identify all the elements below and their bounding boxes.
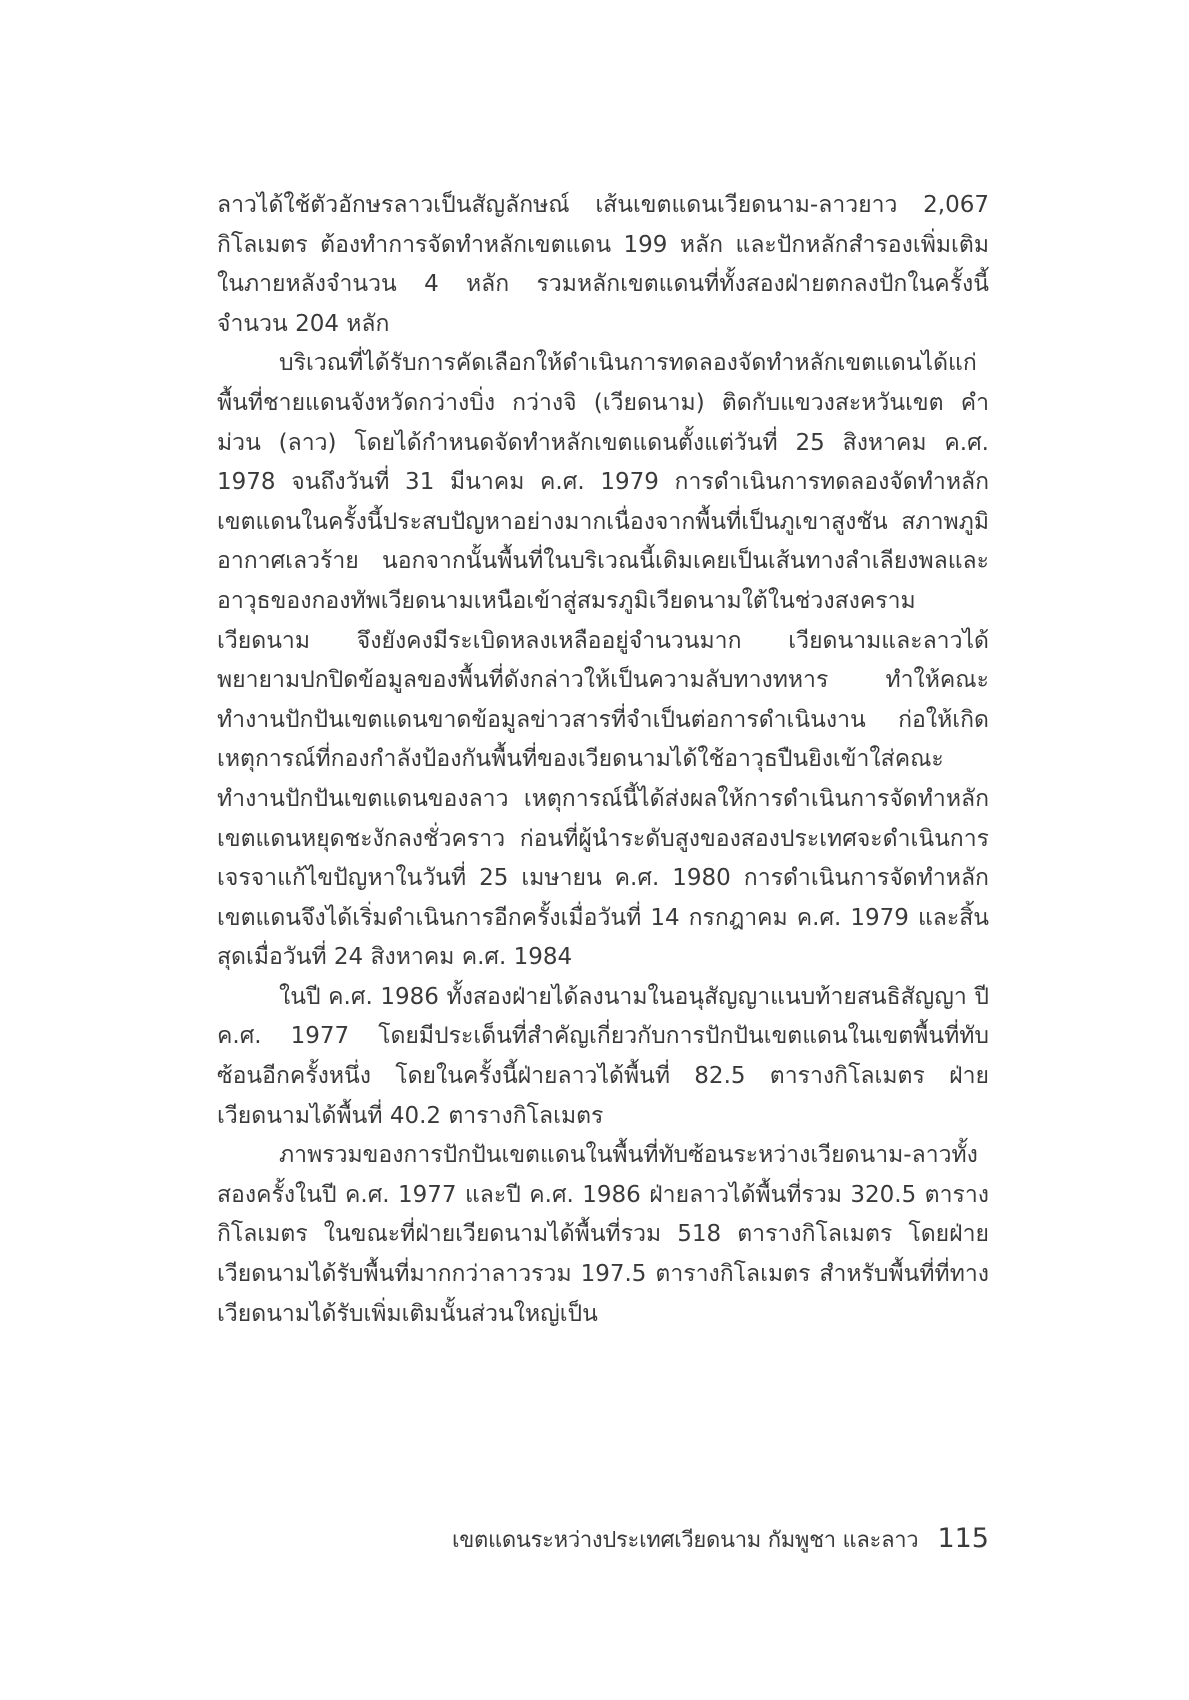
paragraph-1986-convention: ในปี ค.ศ. 1986 ทั้งสองฝ่ายได้ลงนามในอนุสัญญาแนบท้ายสนธิสัญญา ปี ค.ศ. 1977 โดยมีประเด็นที่สำคัญเกี่ยวกับการปักปันเขตแดนในเขตพื้นที่ทับซ้อนอีกครั้งหนึ่ง โดยในครั้งนี้ฝ่ายลาวได้พื้นที่ 82.5 ตารางกิโลเมตร ฝ่ายเวียดนามได้พื้นที่ 40.2 ตารางกิโลเมตร xyxy=(217,983,989,1129)
running-title: เขตแดนระหว่างประเทศเวียดนาม กัมพูชา และลาว xyxy=(452,1528,919,1553)
paragraph-overview: ภาพรวมของการปักปันเขตแดนในพื้นที่ทับซ้อนระหว่างเวียดนาม-ลาวทั้งสองครั้งในปี ค.ศ. 1977 และปี ค.ศ. 1986 ฝ่ายลาวได้พื้นที่รวม 320.5 ตารางกิโลเมตร ในขณะที่ฝ่ายเวียดนามได้พื้นที่รวม 518 ตารางกิโลเมตร โดยฝ่ายเวียดนามได้รับพื้นที่มากกว่าลาวรวม 197.5 ตารางกิโลเมตร สำหรับพื้นที่ที่ทางเวียดนามได้รับเพิ่มเติมนั้นส่วนใหญ่เป็น xyxy=(217,1142,989,1327)
paragraph-continuation: ลาวได้ใช้ตัวอักษรลาวเป็นสัญลักษณ์ เส้นเขตแดนเวียดนาม-ลาวยาว 2,067 กิโลเมตร ต้องทำการจัดทำหลักเขตแดน 199 หลัก และปักหลักสำรองเพิ่มเติมในภายหลังจำนวน 4 หลัก รวมหลักเขตแดนที่ทั้งสองฝ่ายตกลงปักในครั้งนี้จำนวน 204 หลัก xyxy=(217,192,989,337)
paragraph-border-marking-trial: บริเวณที่ได้รับการคัดเลือกให้ดำเนินการทดลองจัดทำหลักเขตแดนได้แก่ พื้นที่ชายแดนจังหวัดกว่างบิ่ง กว่างจิ (เวียดนาม) ติดกับแขวงสะหวันเขต คำม่วน (ลาว) โดยได้กำหนดจัดทำหลักเขตแดนตั้งแต่วันที่ 25 สิงหาคม ค.ศ. 1978 จนถึงวันที่ 31 มีนาคม ค.ศ. 1979 การดำเนินการทดลองจัดทำหลักเขตแดนในครั้งนี้ประสบปัญหาอย่างมากเนื่องจากพื้นที่เป็นภูเขาสูงชัน สภาพภูมิอากาศเลวร้าย นอกจากนั้นพื้นที่ในบริเวณนี้เดิมเคยเป็นเส้นทางลำเลียงพลและอาวุธของกองทัพเวียดนามเหนือเข้าสู่สมรภูมิเวียดนามใต้ในช่วงสงครามเวียดนาม จึงยังคงมีระเบิดหลงเหลืออยู่จำนวนมาก เวียดนามและลาวได้พยายามปกปิดข้อมูลของพื้นที่ดังกล่าวให้เป็นความลับทางทหาร ทำให้คณะทำงานปักปันเขตแดนขาดข้อมูลข่าวสารที่จำเป็นต่อการดำเนินงาน ก่อให้เกิดเหตุการณ์ที่กองกำลังป้องกันพื้นที่ของเวียดนามได้ใช้อาวุธปืนยิงเข้าใส่คณะทำงานปักปันเขตแดนของลาว เหตุการณ์นี้ได้ส่งผลให้การดำเนินการจัดทำหลักเขตแดนหยุดชะงักลงชั่วคราว ก่อนที่ผู้นำระดับสูงของสองประเทศจะดำเนินการเจรจาแก้ไขปัญหาในวันที่ 25 เมษายน ค.ศ. 1980 การดำเนินการจัดทำหลักเขตแดนจึงได้เริ่มดำเนินการอีกครั้งเมื่อวันที่ 14 กรกฎาคม ค.ศ. 1979 และสิ้นสุดเมื่อวันที่ 24 สิงหาคม ค.ศ. 1984 xyxy=(217,350,989,971)
body-text xyxy=(217,186,989,1334)
page-number: 115 xyxy=(937,1523,989,1554)
page-footer xyxy=(217,1522,989,1557)
